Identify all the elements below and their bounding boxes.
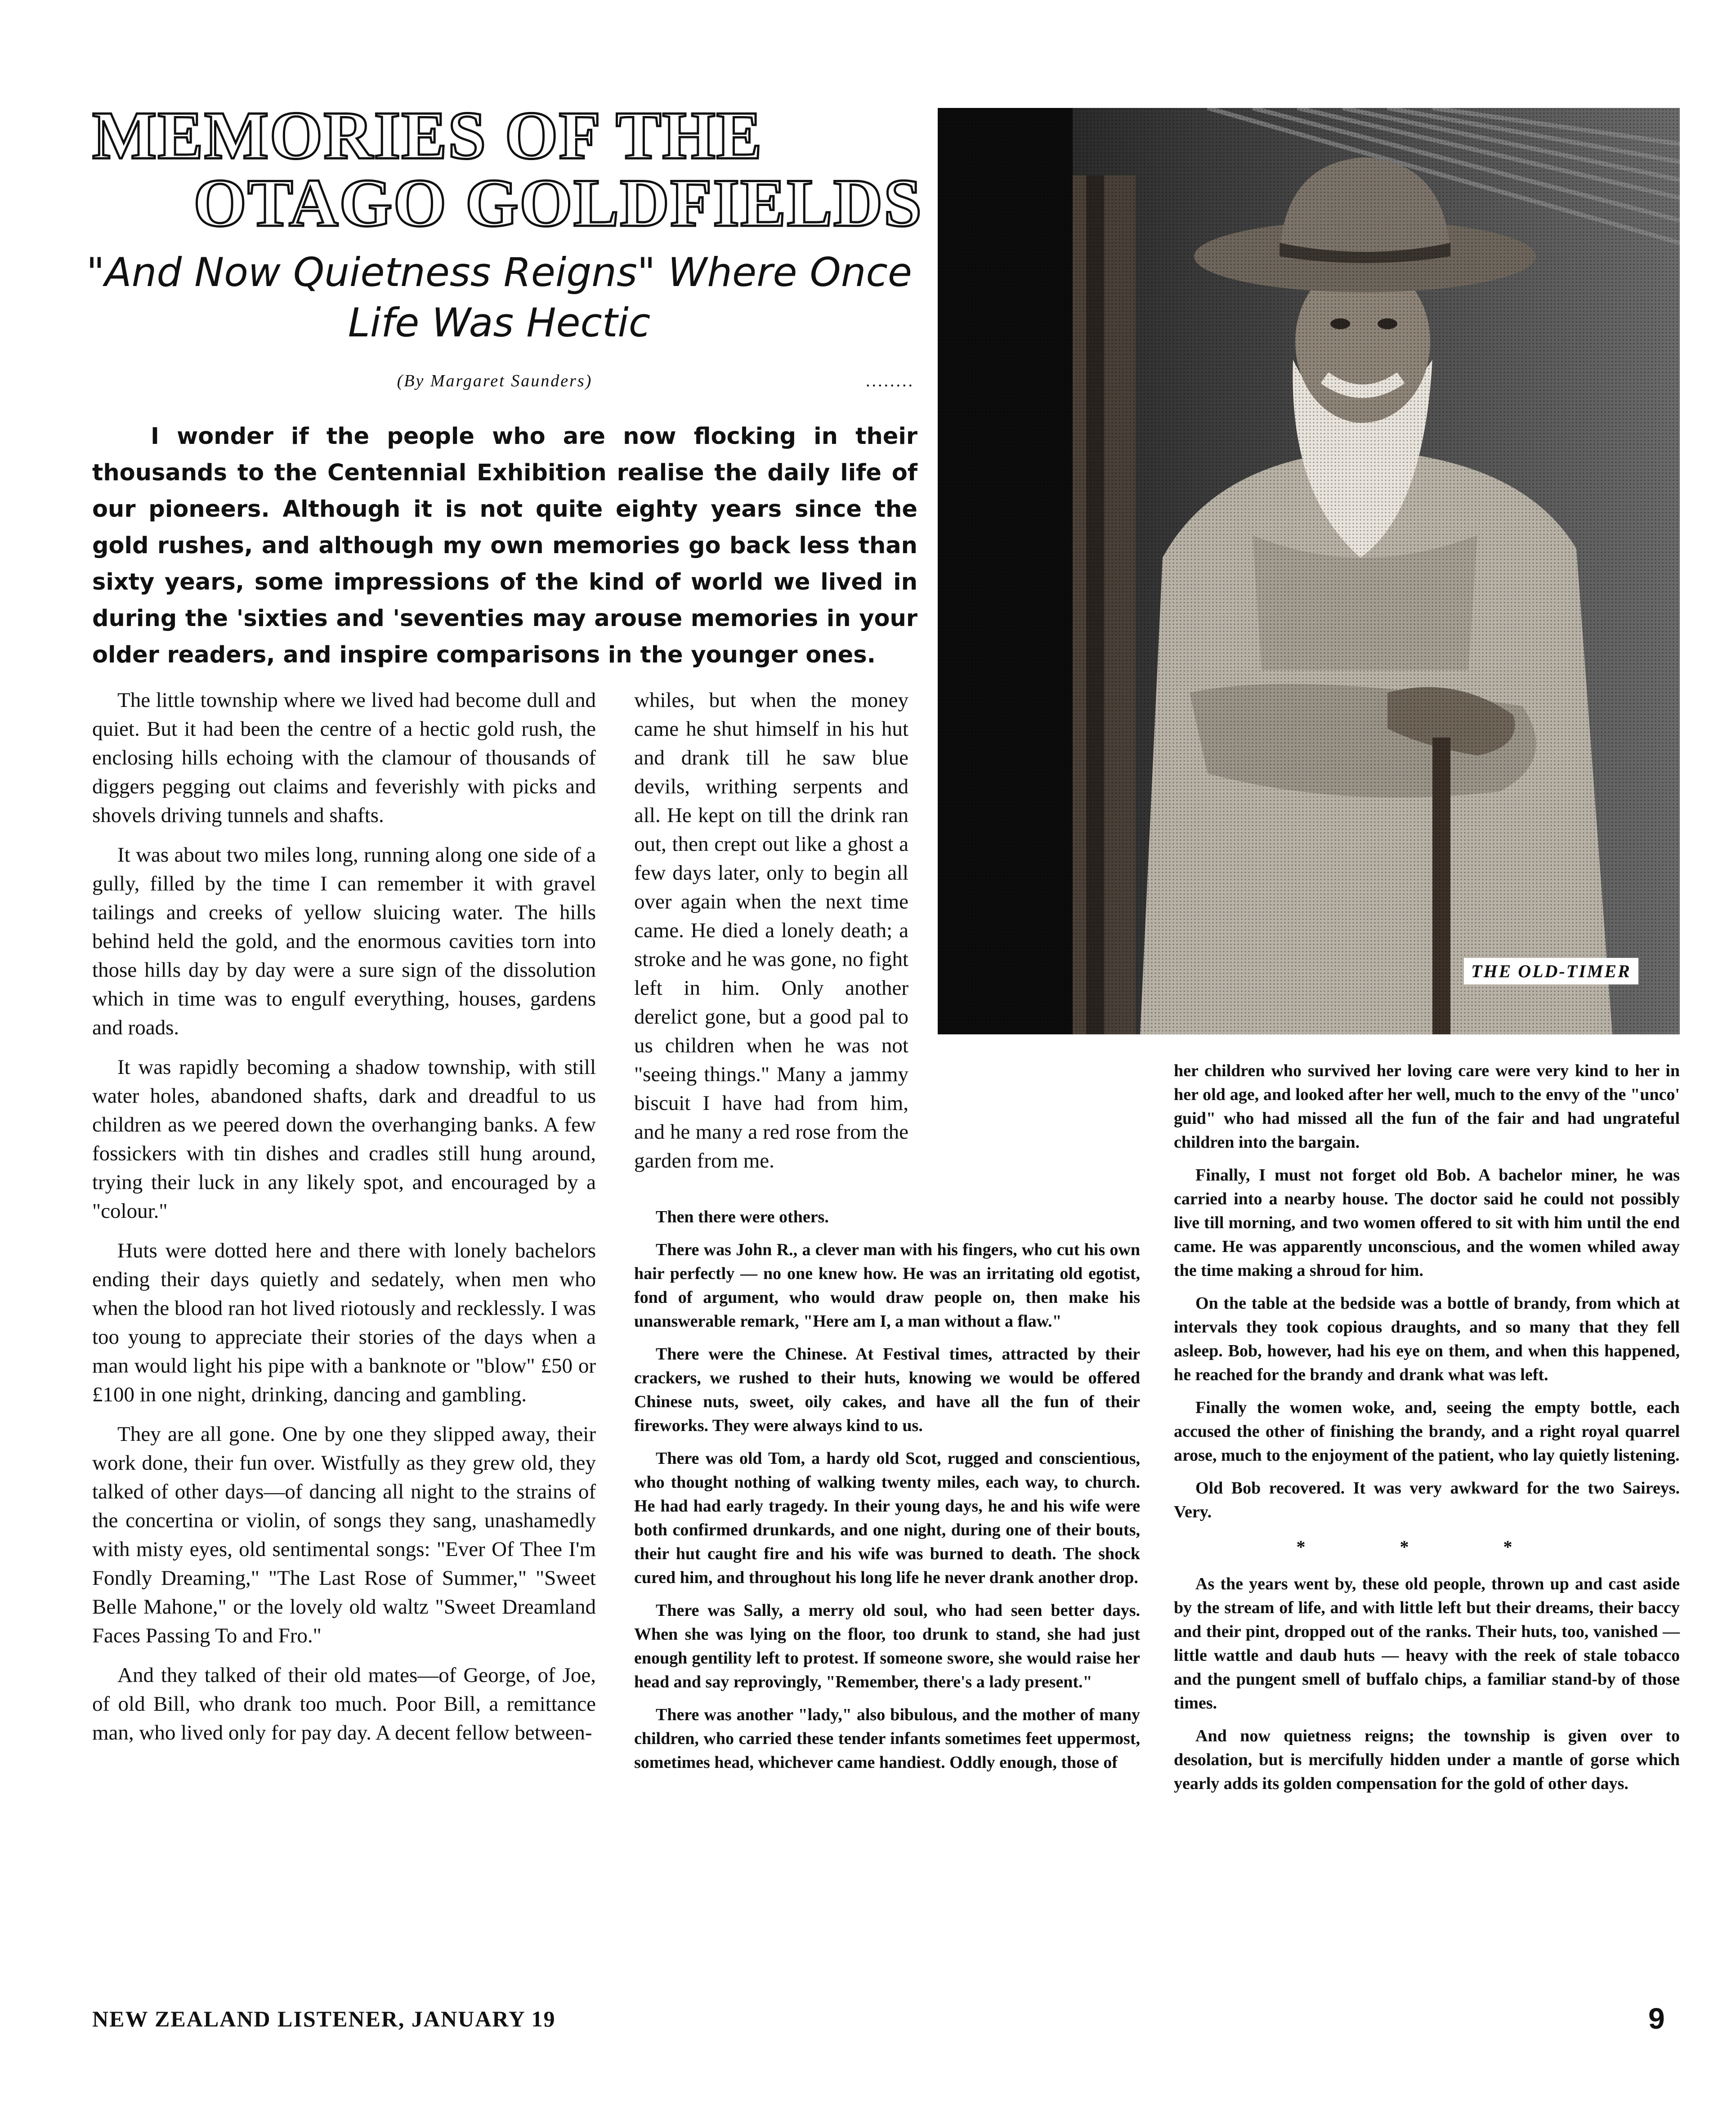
col2-paragraph: There were the Chinese. At Festival times, attracted by their crackers, we rushed to their huts, knowing we would be offered Chinese nuts, sweet, oily cakes, and have all the fun of their fireworks. They were always kind to us. — [634, 1345, 1140, 1435]
col2-continuation: whiles, but when the money came he shut himself in his hut and drank till he saw blue devils, writhing serpents and all. He kept on till the drink ran out, then crept out like a ghost a few days later, only to begin all over again when the next time came. He died a lonely death; a stroke and he was gone, no fight left in him. Only another derelict gone, but a good pal to us children when he was not "seeing things." Many a jammy biscuit I have had from him, and he many a red rose from the garden from me. — [634, 689, 908, 1172]
column-1 — [92, 686, 596, 1758]
column-2-top — [634, 686, 908, 1186]
old-timer-illustration — [938, 108, 1680, 1034]
col1-paragraph: It was about two miles long, running along one side of a gully, filled by the time I can remember it with gravel tailings and creeks of yellow sluicing water. The hills behind held the gold, and the enormous cavities torn into those hills day by day were a sure sign of the dissolution which in time was to engulf everything, houses, gardens and roads. — [92, 843, 596, 1039]
col2-paragraph: There was old Tom, a hardy old Scot, rugged and conscientious, who thought nothing of walking twenty miles, each way, to church. He had had early tragedy. In their young days, he and his wife were both confirmed drunkards, and one night, during one of their bouts, their hut caught fire and his wife was burned to death. The shock cured him, and throughout his long life he never drank another drop. — [634, 1449, 1140, 1587]
col1-paragraph: It was rapidly becoming a shadow township, with still water holes, abandoned shafts, dark and dreadful to us children as we peered down the overhanging banks. A few fossickers with tin dishes and cradles still hung around, trying their luck in any likely spot, and encouraged by a "colour." — [92, 1056, 596, 1223]
col1-paragraph: The little township where we lived had become dull and quiet. But it had been the centre of a hectic gold rush, the enclosing hills echoing with the clamour of thousands of diggers pegging out claims and feverishly with picks and shovels driving tunnels and shafts. — [92, 689, 596, 827]
subtitle-line-2: Life Was Hectic — [348, 300, 651, 346]
col3-paragraph: Old Bob recovered. It was very awkward for the two Saireys. Very. — [1174, 1479, 1680, 1521]
col3-paragraph: And now quietness reigns; the township is given over to desolation, but is mercifully hidden under a mantle of gorse which yearly adds its golden compensation for the gold of other days. — [1174, 1726, 1680, 1793]
col1-paragraph: They are all gone. One by one they slipped away, their work done, their fun over. Wistfully as they grew old, they talked of other days—of dancing all night to the strains of the concertina or violin, of songs they sang, unashamedly with misty eyes, old sentimental songs: "Ever Of Thee I'm Fondly Dreaming," "The Last Rose of Summer," "Sweet Belle Mahone," or the lovely old waltz "Sweet Dreamland Faces Passing To and Fro." — [92, 1422, 596, 1647]
col2-paragraph: There was Sally, a merry old soul, who had seen better days. When she was lying on the floor, too drunk to stand, she had just enough gentility left to protest. If someone swore, she would raise her head and say reprovingly, "Remember, there's a lady present." — [634, 1601, 1140, 1691]
intro-text: I wonder if the people who are now flocking in their thousands to the Centennial Exhibition realise the daily life of our pioneers. Although it is not quite eighty years since the gold rushes, and although my own memories go back less than sixty years, some impressions of the kind of world we lived in during the 'sixties and 'seventies may arouse memories in your older readers, and inspire comparisons in the younger ones. — [92, 423, 917, 668]
old-timer-photo — [938, 108, 1680, 1034]
page-number: 9 — [1648, 2002, 1665, 2035]
title-line-1: MEMORIES OF THE — [92, 98, 763, 173]
column-3 — [1174, 1059, 1680, 1805]
col3-paragraph: Finally, I must not forget old Bob. A bachelor miner, he was carried into a nearby house. The doctor said he could not possibly live till morning, and two women offered to sit with him until the end came. He was apparently unconscious, and the women whiled away the time making a shroud for him. — [1174, 1166, 1680, 1280]
col2-paragraph: There was John R., a clever man with his fingers, who cut his own hair perfectly — no one knew how. He was an irritating old egotist, fond of argument, who would draw people on, then make his unanswerable remark, "Here am I, a man without a flaw." — [634, 1240, 1140, 1331]
column-2 — [634, 1205, 1140, 1784]
intro-paragraph — [92, 418, 917, 673]
col2-paragraph: There was another "lady," also bibulous, and the mother of many children, who carried these tender infants sometimes feet uppermost, sometimes head, whichever came handiest. Oddly enough, those of — [634, 1705, 1140, 1772]
col3-paragraph: Finally the women woke, and, seeing the empty bottle, each accused the other of finishing the brandy, and a right royal quarrel arose, much to the enjoyment of the patient, who lay quietly listening. — [1174, 1398, 1680, 1465]
col1-paragraph: Huts were dotted here and there with lonely bachelors ending their days quietly and sedately, when men who when the blood ran hot lived riotously and recklessly. I was too young to appreciate their stories of the days when a man would light his pipe with a banknote or "blow" £50 or £100 in one night, drinking, dancing and gambling. — [92, 1239, 596, 1406]
col3-paragraph: her children who survived her loving care were very kind to her in her old age, and looked after her well, much to the envy of the "unco' guid" who had missed all the fun of the fair and had ungrateful children into the bargain. — [1174, 1061, 1680, 1152]
col1-paragraph: And they talked of their old mates—of George, of Joe, of old Bill, who drank too much. Poor Bill, a remittance man, who lived only for pay day. A decent fellow between- — [92, 1664, 596, 1744]
title-line-2: OTAGO GOLDFIELDS — [193, 165, 923, 241]
subtitle-line-1: "And Now Quietness Reigns" Where Once — [86, 249, 913, 295]
publication-footer: NEW ZEALAND LISTENER, JANUARY 19 — [92, 2006, 556, 2031]
byline: (By Margaret Saunders) — [397, 371, 593, 390]
photo-caption: THE OLD-TIMER — [1464, 958, 1638, 984]
subtitle — [72, 247, 926, 348]
col2-paragraph: Then there were others. — [656, 1208, 829, 1226]
byline-dots: ........ — [866, 371, 914, 390]
col3-paragraph: On the table at the bedside was a bottle of brandy, from which at intervals they took copious draughts, and so many that they fell asleep. Bob, however, had his eye on them, and when this happened, he reached for the brandy and drank what was left. — [1174, 1294, 1680, 1384]
section-separator: * * * — [1296, 1537, 1557, 1557]
col3-paragraph: As the years went by, these old people, thrown up and cast aside by the stream of life, and with little left but their dreams, their baccy and their pint, dropped out of the ranks. Their huts, too, vanished — little wattle and daub huts — heavy with the reek of stale tobacco and the pungent smell of buffalo chips, a familiar stand-by of those times. — [1174, 1574, 1680, 1713]
